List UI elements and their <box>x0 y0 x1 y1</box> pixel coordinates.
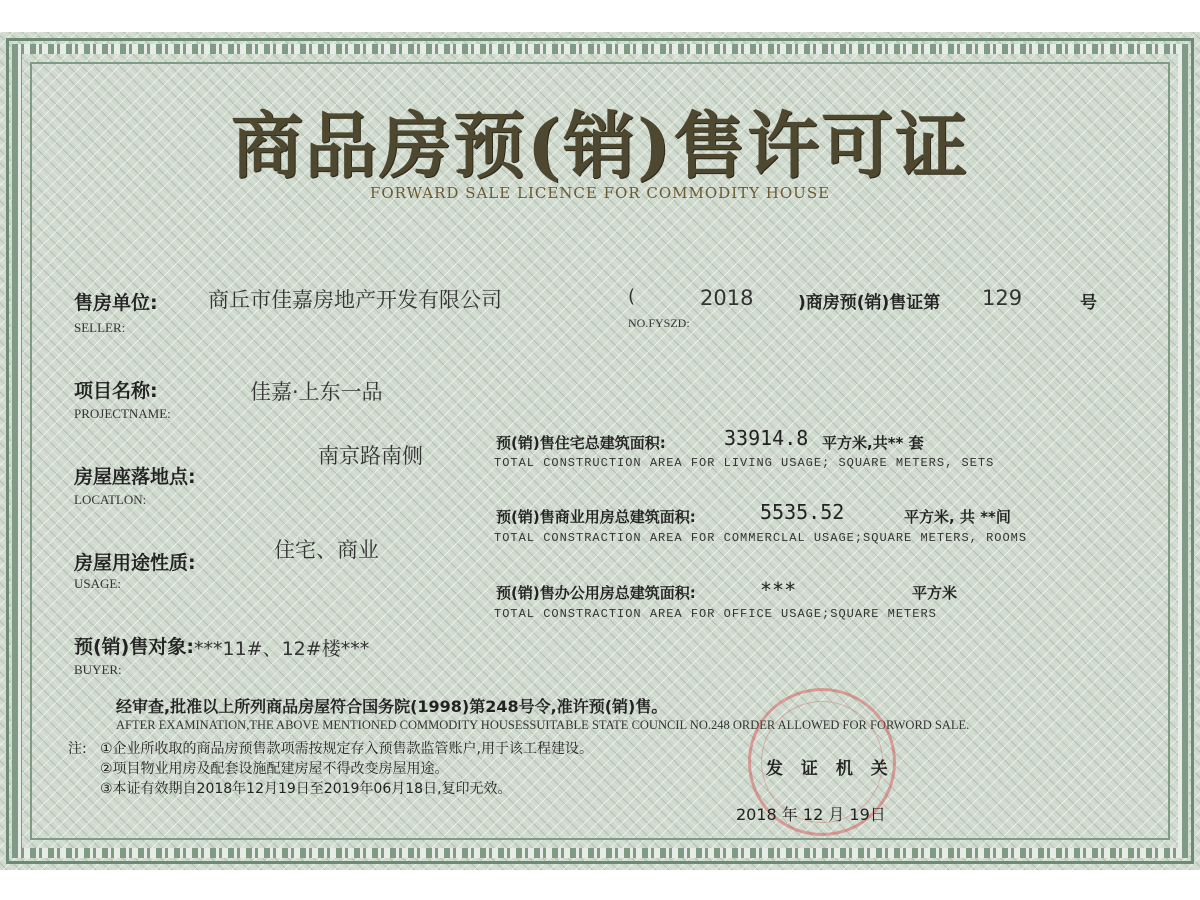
location-label-cn: 房屋座落地点: <box>74 466 196 488</box>
approval-text-cn: 经审查,批准以上所列商品房屋符合国务院(1998)第248号令,准许预(销)售。 <box>116 697 668 716</box>
location-value: 南京路南侧 <box>318 444 423 468</box>
approval-text-en: AFTER EXAMINATION,THE ABOVE MENTIONED COMMODITY HOUSESSUITABLE STATE COUNCIL NO.248 ORDER ALLOWED FOR FORWORD SALE. <box>116 718 970 732</box>
seller-label-en: SELLER: <box>74 320 126 335</box>
project-label-en: PROJECTNAME: <box>74 406 171 421</box>
buyer-label-en: BUYER: <box>74 662 122 677</box>
office-area-unit: 平方米 <box>912 584 958 602</box>
office-area-label-en: TOTAL CONSTRACTION AREA FOR OFFICE USAGE;SQUARE METERS <box>494 607 937 621</box>
usage-value: 住宅、商业 <box>274 538 379 562</box>
license-year: 2018 <box>700 286 754 310</box>
note-item-2: ②项目物业用房及配套设施配建房屋不得改变房屋用途。 <box>100 761 449 777</box>
buyer-value: ***11#、12#楼*** <box>194 638 370 660</box>
seller-value: 商丘市佳嘉房地产开发有限公司 <box>208 288 502 312</box>
usage-label-cn: 房屋用途性质: <box>74 552 196 574</box>
license-label-en: NO.FYSZD: <box>628 316 690 330</box>
residential-area-value: 33914.8 <box>724 426 809 450</box>
residential-area-label-en: TOTAL CONSTRUCTION AREA FOR LIVING USAGE; SQUARE METERS, SETS <box>494 456 995 470</box>
commercial-area-label-en: TOTAL CONSTRACTION AREA FOR COMMERCLAL USAGE;SQUARE METERS, ROOMS <box>494 531 1028 545</box>
license-suffix: 号 <box>1080 293 1097 313</box>
certificate-subtitle: FORWARD SALE LICENCE FOR COMMODITY HOUSE <box>369 184 831 202</box>
office-area-value: *** <box>760 578 797 602</box>
usage-label-en: USAGE: <box>74 576 121 591</box>
note-item-3: ③本证有效期自2018年12月19日至2019年06月18日,复印无效。 <box>100 781 512 797</box>
seller-label-cn: 售房单位: <box>74 292 158 314</box>
license-mid-text: )商房预(销)售证第 <box>798 293 941 313</box>
certificate-title: 商品房预(销)售许可证 <box>230 103 970 188</box>
commercial-area-label-cn: 预(销)售商业用房总建筑面积: <box>496 508 696 526</box>
issuer-label: 发 证 机 关 <box>766 759 894 779</box>
note-item-1: ①企业所收取的商品房预售款项需按规定存入预售款监管账户,用于该工程建设。 <box>100 741 593 757</box>
project-label-cn: 项目名称: <box>74 380 158 402</box>
project-value: 佳嘉·上东一品 <box>250 380 383 404</box>
license-open-paren: ( <box>628 286 636 307</box>
commercial-area-unit: 平方米, 共 **间 <box>904 508 1011 526</box>
residential-area-unit: 平方米,共** 套 <box>822 434 924 452</box>
notes-prefix: 注: <box>68 741 87 757</box>
commercial-area-value: 5535.52 <box>760 500 845 524</box>
license-number: 129 <box>982 286 1023 310</box>
issue-date: 2018 年 12 月 19日 <box>736 805 886 824</box>
buyer-label-cn: 预(销)售对象: <box>74 636 194 658</box>
residential-area-label-cn: 预(销)售住宅总建筑面积: <box>496 434 666 452</box>
location-label-en: LOCATLON: <box>74 492 147 507</box>
office-area-label-cn: 预(销)售办公用房总建筑面积: <box>496 584 696 602</box>
